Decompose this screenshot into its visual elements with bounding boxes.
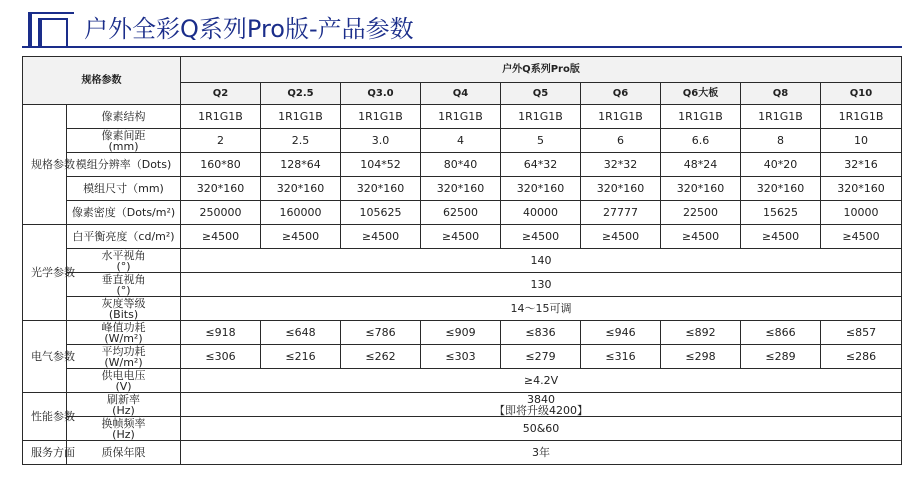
cell: 320*160: [821, 177, 902, 201]
table-row: [23, 153, 902, 177]
cell: ≥4500: [261, 225, 341, 249]
cell: 1R1G1B: [261, 105, 341, 129]
cell: ≤857: [821, 321, 902, 345]
cell: 1R1G1B: [661, 105, 741, 129]
row-label: [67, 369, 181, 393]
table-row: [23, 201, 902, 225]
cell: ≤303: [421, 345, 501, 369]
cell: 10000: [821, 201, 902, 225]
table-row: [23, 177, 902, 201]
cell: ≥4500: [421, 225, 501, 249]
row-label-unit: (Hz): [112, 427, 135, 441]
cell: 40000: [501, 201, 581, 225]
cell: ≥4500: [581, 225, 661, 249]
row-label-unit: (W/m²): [104, 355, 143, 369]
row-label-unit: (°): [116, 283, 131, 297]
cell: 1R1G1B: [181, 105, 261, 129]
table-row: [23, 441, 902, 465]
cell: ≤289: [741, 345, 821, 369]
merged-cell: ≥4.2V: [181, 369, 902, 393]
group-label-electrical: 电气参数: [23, 321, 67, 393]
cell: 160000: [261, 201, 341, 225]
cell: 4: [421, 129, 501, 153]
model-header: Q6大板: [661, 83, 741, 105]
cell: 48*24: [661, 153, 741, 177]
table-row: [23, 129, 902, 153]
cell: ≥4500: [181, 225, 261, 249]
table-row: [23, 393, 902, 417]
cell: 320*160: [181, 177, 261, 201]
title-divider: [22, 46, 902, 48]
model-header: Q4: [421, 83, 501, 105]
group-label-optical: 光学参数: [23, 225, 67, 321]
cell: 40*20: [741, 153, 821, 177]
cell: 320*160: [421, 177, 501, 201]
cell: 32*16: [821, 153, 902, 177]
group-label-spec: 规格参数: [23, 105, 67, 225]
merged-cell: 14～15可调: [181, 297, 902, 321]
row-label-unit: (Hz): [112, 403, 135, 417]
refresh-value: 3840: [527, 392, 556, 406]
row-label: [67, 297, 181, 321]
cell: 1R1G1B: [341, 105, 421, 129]
merged-cell: [181, 393, 902, 417]
cell: 6: [581, 129, 661, 153]
cell: 62500: [421, 201, 501, 225]
cell: ≤286: [821, 345, 902, 369]
row-label-line: 峰值功耗: [101, 320, 146, 334]
cell: ≥4500: [341, 225, 421, 249]
cell: 22500: [661, 201, 741, 225]
cell: 64*32: [501, 153, 581, 177]
cell: 2.5: [261, 129, 341, 153]
cell: 1R1G1B: [821, 105, 902, 129]
row-label-unit: (mm): [108, 139, 139, 153]
cell: 320*160: [341, 177, 421, 201]
row-label-line: 水平视角: [101, 248, 146, 262]
cell: ≤866: [741, 321, 821, 345]
refresh-upgrade-note: 【即将升级4200】: [494, 403, 589, 417]
table-row: [23, 273, 902, 297]
merged-cell: 3年: [181, 441, 902, 465]
spec-table: [22, 56, 902, 465]
cell: 320*160: [581, 177, 661, 201]
row-label-line: 刷新率: [107, 392, 140, 406]
cell: 2: [181, 129, 261, 153]
cell: 1R1G1B: [581, 105, 661, 129]
table-row: [23, 225, 902, 249]
cell: 320*160: [261, 177, 341, 201]
row-label: [67, 273, 181, 297]
cell: ≥4500: [821, 225, 902, 249]
row-label-line: 垂直视角: [101, 272, 146, 286]
model-header: Q10: [821, 83, 902, 105]
cell: ≤836: [501, 321, 581, 345]
cell: 320*160: [501, 177, 581, 201]
row-label: [67, 249, 181, 273]
header: [0, 0, 922, 56]
cell: ≥4500: [741, 225, 821, 249]
cell: 32*32: [581, 153, 661, 177]
table-row: [23, 369, 902, 393]
table-row: [23, 345, 902, 369]
row-label: [67, 129, 181, 153]
merged-cell: 140: [181, 249, 902, 273]
row-label: 像素密度（Dots/m²): [67, 201, 181, 225]
cell: 320*160: [741, 177, 821, 201]
row-label: 模组分辨率（Dots): [67, 153, 181, 177]
group-label-performance: 性能参数: [23, 393, 67, 441]
cell: ≥4500: [661, 225, 741, 249]
cell: 1R1G1B: [501, 105, 581, 129]
page-title: 户外全彩Q系列Pro版-产品参数: [84, 15, 414, 43]
row-label: [67, 417, 181, 441]
table-row: [23, 249, 902, 273]
table-row: [23, 417, 902, 441]
cell: 1R1G1B: [741, 105, 821, 129]
merged-cell: 130: [181, 273, 902, 297]
cell: 5: [501, 129, 581, 153]
cell: 105625: [341, 201, 421, 225]
cell: 15625: [741, 201, 821, 225]
row-label: [67, 393, 181, 417]
series-label: 户外Q系列Pro版: [181, 57, 902, 83]
cell: 250000: [181, 201, 261, 225]
cell: ≤786: [341, 321, 421, 345]
cell: ≥4500: [501, 225, 581, 249]
cell: ≤946: [581, 321, 661, 345]
cell: ≤279: [501, 345, 581, 369]
row-label-line: 灰度等级: [101, 296, 146, 310]
cell: ≤909: [421, 321, 501, 345]
row-label-unit: (Bits): [108, 307, 139, 321]
row-label-unit: (V): [115, 379, 132, 393]
model-header: Q2: [181, 83, 261, 105]
cell: 3.0: [341, 129, 421, 153]
cell: 6.6: [661, 129, 741, 153]
cell: ≤918: [181, 321, 261, 345]
cell: 1R1G1B: [421, 105, 501, 129]
table-row: [23, 297, 902, 321]
cell: 128*64: [261, 153, 341, 177]
model-header: Q8: [741, 83, 821, 105]
cell: 27777: [581, 201, 661, 225]
logo-bracket-icon: [28, 12, 74, 48]
cell: ≤216: [261, 345, 341, 369]
row-label-line: 换帧频率: [101, 416, 146, 430]
cell: 104*52: [341, 153, 421, 177]
model-header: Q6: [581, 83, 661, 105]
row-label-line: 供电电压: [101, 368, 146, 382]
cell: 8: [741, 129, 821, 153]
cell: ≤892: [661, 321, 741, 345]
cell: 80*40: [421, 153, 501, 177]
row-label: [67, 321, 181, 345]
row-label: 质保年限: [67, 441, 181, 465]
cell: ≤262: [341, 345, 421, 369]
cell: 10: [821, 129, 902, 153]
row-label: 像素结构: [67, 105, 181, 129]
cell: 320*160: [661, 177, 741, 201]
model-header: Q3.0: [341, 83, 421, 105]
row-label: [67, 345, 181, 369]
cell: ≤298: [661, 345, 741, 369]
row-label-line: 平均功耗: [101, 344, 146, 358]
group-label-service: 服务方面: [23, 441, 67, 465]
row-label: 模组尺寸（mm): [67, 177, 181, 201]
model-header: Q5: [501, 83, 581, 105]
model-header: Q2.5: [261, 83, 341, 105]
row-label: 白平衡亮度（cd/m²): [67, 225, 181, 249]
table-row: [23, 105, 902, 129]
cell: ≤648: [261, 321, 341, 345]
row-label-unit: (°): [116, 259, 131, 273]
cell: 160*80: [181, 153, 261, 177]
cell: ≤316: [581, 345, 661, 369]
row-label-unit: (W/m²): [104, 331, 143, 345]
cell: ≤306: [181, 345, 261, 369]
corner-label: 规格参数: [23, 57, 181, 105]
row-label-line: 像素间距: [101, 128, 146, 142]
merged-cell: 50&60: [181, 417, 902, 441]
table-row: [23, 321, 902, 345]
header-row-series: [23, 57, 902, 83]
